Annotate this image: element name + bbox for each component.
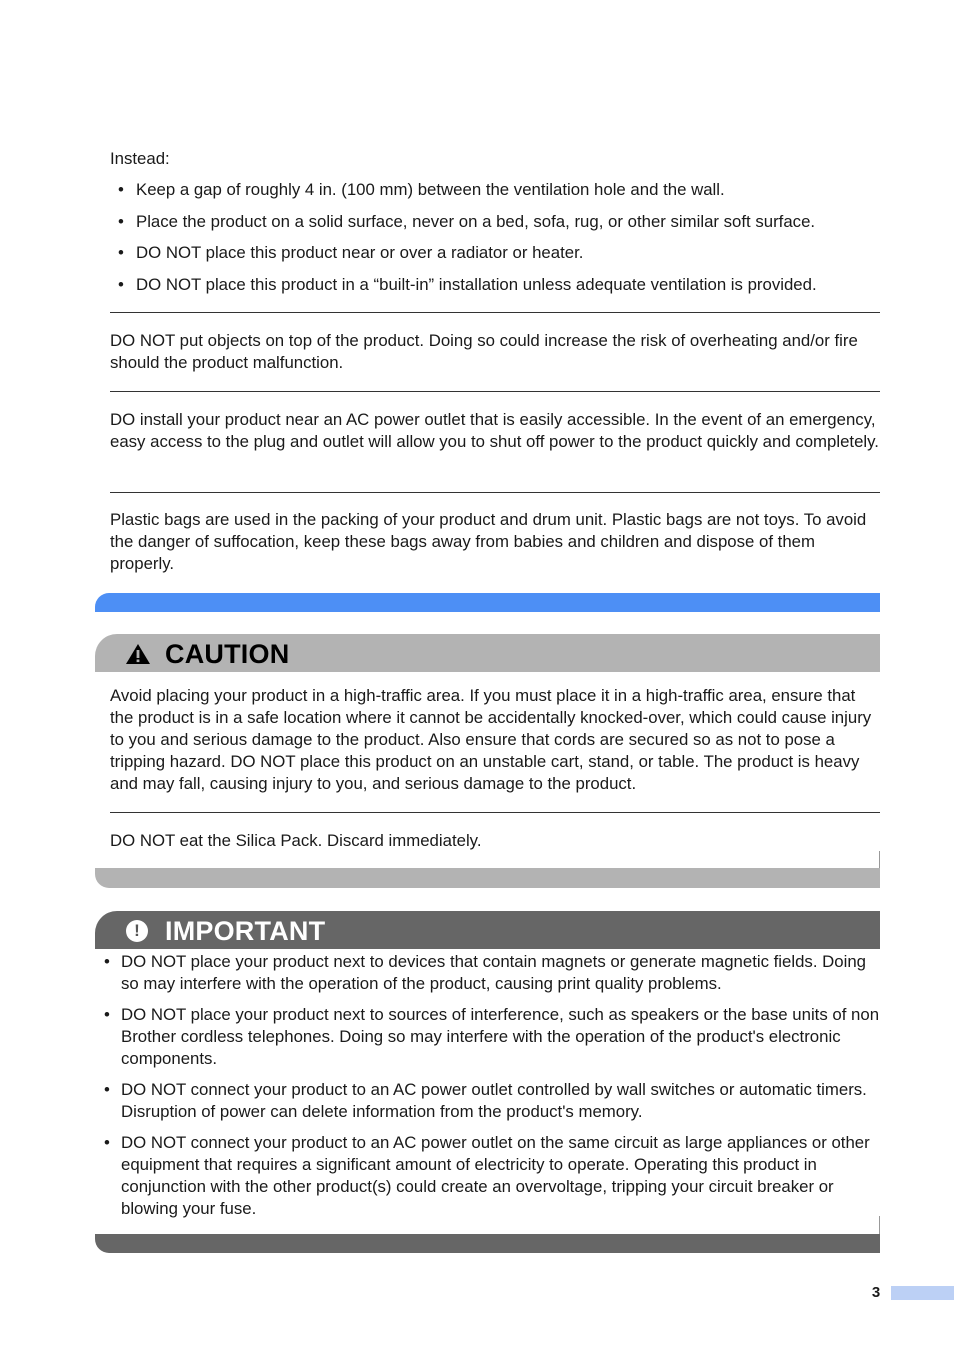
box-edge-line bbox=[879, 1216, 880, 1234]
exclamation-circle-icon: ! bbox=[126, 920, 148, 942]
important-header bbox=[95, 911, 880, 949]
plastic-bags-paragraph: Plastic bags are used in the packing of your product and drum unit. Plastic bags are not toys. To avoid the danger of suffocation, keep these bags away from babies and children and dispose of them properly. bbox=[110, 510, 867, 573]
section-divider bbox=[110, 312, 880, 313]
list-item: • DO NOT place your product next to sources of interference, such as speakers or the base units of non Brother cordless telephones. Doing so may interfere with the operation of the product's electronic components. bbox=[95, 1004, 880, 1070]
silica-pack-paragraph: DO NOT eat the Silica Pack. Discard immediately. bbox=[110, 831, 482, 850]
box-edge-line bbox=[879, 851, 880, 869]
list-item: • DO NOT place your product next to devices that contain magnets or generate magnetic fields. Doing so may interfere with the operation of the product, causing print quality problems. bbox=[95, 951, 880, 995]
page-number: 3 bbox=[871, 1284, 881, 1301]
list-item: • DO NOT connect your product to an AC power outlet controlled by wall switches or automatic timers. Disruption of power can delete information from the product's memory. bbox=[95, 1079, 880, 1123]
list-item: • Place the product on a solid surface, never on a bed, sofa, rug, or other similar soft surface. bbox=[110, 211, 880, 233]
section-divider bbox=[110, 812, 880, 813]
high-traffic-paragraph: Avoid placing your product in a high-traffic area. If you must place it in a high-traffic area, ensure that the product is in a safe location where it cannot be accidentally knocked-over, which could cause injury to you and serious damage to the product. Also ensure that cords are secured so as not to pose a tripping hazard. DO NOT place this product on an unstable cart, stand, or table. The product is heavy and may fall, causing injury to you, and serious damage to the product. bbox=[110, 686, 872, 793]
list-item: • Keep a gap of roughly 4 in. (100 mm) between the ventilation hole and the wall. bbox=[110, 179, 880, 201]
warning-triangle-icon bbox=[125, 643, 151, 665]
caution-section-end-bar bbox=[95, 868, 880, 888]
section-divider bbox=[110, 391, 880, 392]
important-title: IMPORTANT bbox=[165, 916, 326, 946]
warning-section-end-bar bbox=[95, 593, 880, 612]
instead-label: Instead: bbox=[110, 149, 170, 168]
objects-on-top-paragraph: DO NOT put objects on top of the product. Doing so could increase the risk of overheating and/or fire should the product malfunction. bbox=[110, 331, 858, 372]
important-bullet-list bbox=[95, 951, 880, 1229]
instead-bullet-list bbox=[110, 179, 880, 305]
power-outlet-paragraph: DO install your product near an AC power outlet that is easily accessible. In the event of an emergency, easy access to the plug and outlet will allow you to shut off power to the product quickly and completely. bbox=[110, 410, 879, 451]
page-tab-marker bbox=[891, 1286, 954, 1300]
caution-title: CAUTION bbox=[165, 639, 290, 669]
list-item: • DO NOT connect your product to an AC power outlet on the same circuit as large appliances or other equipment that requires a significant amount of electricity to operate. Operating this product in conjunction with the other product(s) could create an overvoltage, tripping your circuit breaker or blowing your fuse. bbox=[95, 1132, 880, 1220]
important-section-end-bar bbox=[95, 1234, 880, 1253]
section-divider bbox=[110, 492, 880, 493]
caution-header bbox=[95, 634, 880, 672]
list-item: • DO NOT place this product near or over a radiator or heater. bbox=[110, 242, 880, 264]
list-item: • DO NOT place this product in a “built-in” installation unless adequate ventilation is provided. bbox=[110, 274, 880, 296]
